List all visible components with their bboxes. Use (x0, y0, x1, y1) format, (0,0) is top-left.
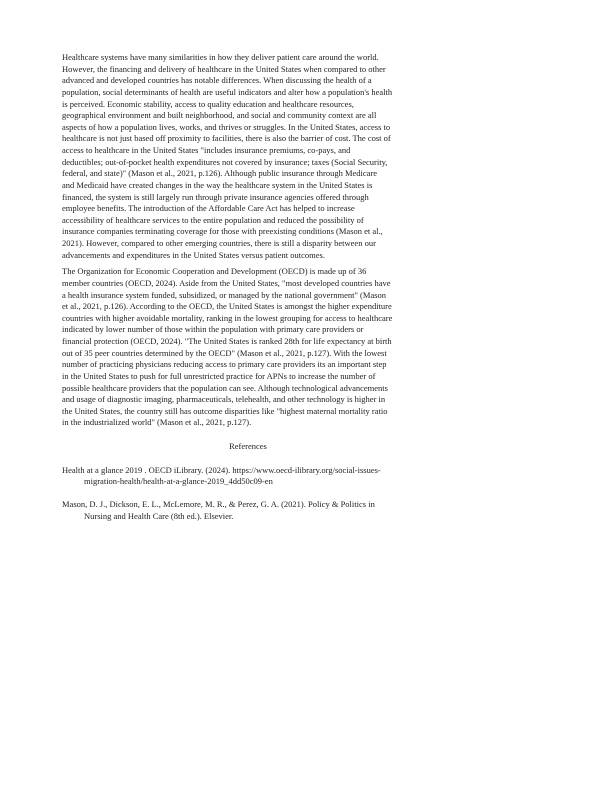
references-heading: References (229, 441, 267, 451)
document-page (62, 52, 434, 533)
body-paragraph-1: Healthcare systems have many similarities in how they deliver patient care around the world. However, the financing and delivery of healthcare in the United States when compared to other advanced and developed countries has notable differences. When discussing the health of a population, social determinants of health are useful indicators and alter how a population's health is perceived. Economic stability, access to quality education and healthcare resources, geographical environment and built neighborhood, and social and community context are all aspects of how a population lives, works, and thrives or struggles. In the United States, access to healthcare is not just based off proximity to facilities, there is also the barrier of cost. The cost of access to healthcare in the United States "includes insurance premiums, co-pays, and deductibles; out-of-pocket health expenditures not covered by insurance; taxes (Social Security, federal, and state)" (Mason et al., 2021, p.126). Although public insurance through Medicare and Medicaid have created changes in the way the healthcare system in the United States is financed, the system is still largely run through private insurance agencies offered through employee benefits. The introduction of the Affordable Care Act has helped to increase accessibility of healthcare services to the entire population and reduced the possibility of insurance companies terminating coverage for those with preexisting conditions (Mason et al., 2021). However, compared to other emerging countries, there is still a disparity between our advancements and expenditures in the United States versus patient outcomes. (62, 52, 393, 260)
reference-entry-2: Mason, D. J., Dickson, E. L., McLemore, M. R., & Perez, G. A. (2021). Policy & Politics in Nursing and Health Care (8th ed.). Elsevier. (62, 498, 375, 521)
reference-entry-1: Health at a glance 2019 . OECD iLibrary. (2024). https://www.oecd-ilibrary.org/social-issues- migration-health/health-at-a-glance-2019_4dd50c09-en (62, 464, 381, 487)
body-paragraph-2: The Organization for Economic Cooperation and Development (OECD) is made up of 36 member countries (OECD, 2024). Aside from the United States, "most developed countries have a health insurance system funded, subsidized, or managed by the national government" (Mason et al., 2021, p.126). According to the OECD, the United States is amongst the higher expenditure countries with higher avoidable mortality, ranking in the lowest grouping for access to healthcare indicated by lower number of those within the population with primary care providers or financial protection (OECD, 2024). "The United States is ranked 28th for life expectancy at birth out of 35 peer countries determined by the OECD" (Mason et al., 2021, p.127). With the lowest number of practicing physicians reducing access to primary care providers its an important step in the United States to push for full unrestricted practice for APNs to increase the number of possible healthcare providers that the population can see. Although technological advancements and usage of diagnostic imaging, pharmaceuticals, telehealth, and other technology is higher in the United States, the country still has outcome disparities like "highest maternal mortality ratio in the industrialized world" (Mason et al., 2021, p.127). (62, 266, 393, 428)
